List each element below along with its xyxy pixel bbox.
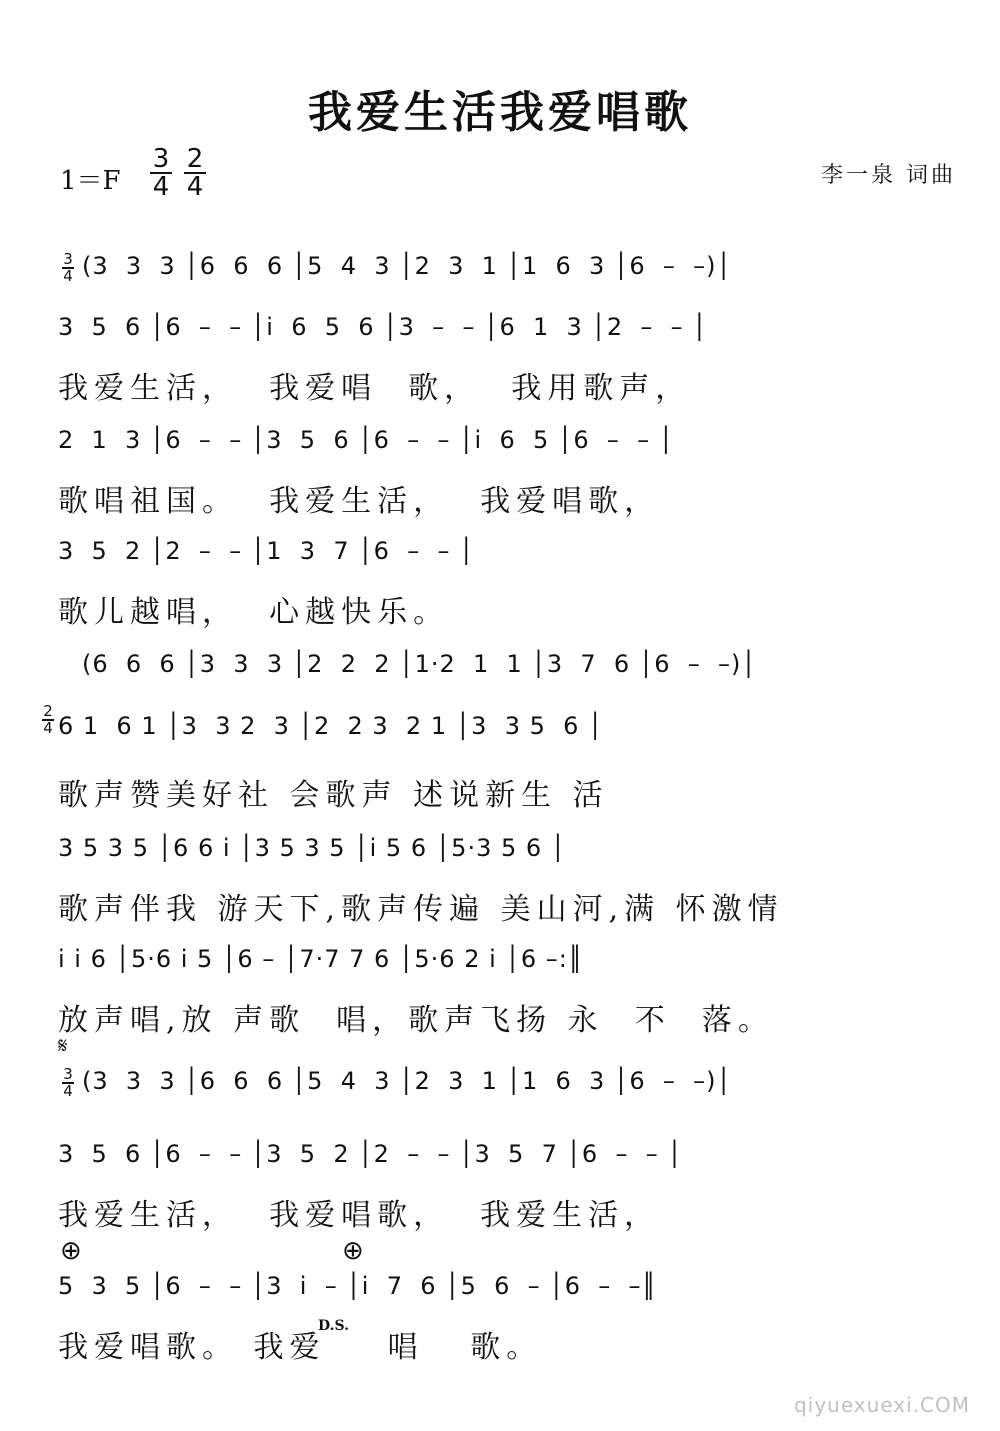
staff-line-1 bbox=[0, 252, 1000, 292]
notation-line: 3 5 6 │6 – – │3 5 2 │2 – – │3 5 7 │6 – – │ bbox=[58, 1140, 683, 1168]
lyrics-line: 歌儿越唱， 心越快乐。 bbox=[58, 595, 450, 630]
staff-line-3 bbox=[0, 426, 1000, 526]
coda-icon: ⊕ bbox=[60, 1236, 82, 1266]
staff-line-6 bbox=[0, 702, 1000, 813]
time-signature-2-4: $\frac{2}{4}$ bbox=[184, 146, 206, 200]
line-meter-3-4: $\frac{3}{4}$ bbox=[63, 250, 73, 285]
lyrics-line: 放声唱,放 声歌 唱，歌声飞扬 永 不 落。 bbox=[58, 1003, 774, 1038]
lyrics-line: 我爱生活， 我爱唱歌， 我爱生活， bbox=[58, 1198, 661, 1233]
notation-line: 5 3 5 │6 – – │3 i – │i 7 6 │5 6 – │6 – –║ bbox=[58, 1272, 657, 1300]
site-watermark: qiyuexuexi.COM bbox=[794, 1393, 970, 1417]
lyrics-line: 歌声赞美好社 会歌声 述说新生 活 bbox=[58, 778, 609, 813]
ds-marker: D.S. bbox=[318, 1318, 350, 1334]
notation-line: (3 3 3 │6 6 6 │5 4 3 │2 3 1 │1 6 3 │6 – –)│ bbox=[82, 252, 732, 280]
notation-line: i i 6 │5·6 i 5 │6 – │7·7 7 6 │5·6 2 i │6 –:║ bbox=[58, 945, 584, 973]
notation-line: 3 5 6 │6 – – │i 6 5 6 │3 – – │6 1 3 │2 – – │ bbox=[58, 313, 708, 341]
notation-line: 3 5 2 │2 – – │1 3 7 │6 – – │ bbox=[58, 537, 475, 565]
staff-line-10 bbox=[0, 1140, 1000, 1240]
line-meter-3-4: $\frac{3}{4}$ bbox=[63, 1065, 73, 1100]
segno-icon: 𝄋 bbox=[58, 1034, 68, 1059]
lyrics-line: 歌声伴我 游天下,歌声传遍 美山河,满 怀激情 bbox=[58, 892, 784, 927]
notation-line: (6 6 6 │3 3 3 │2 2 2 │1·2 1 1 │3 7 6 │6 – –)│ bbox=[82, 650, 757, 678]
author-credit: 李一泉 词曲 bbox=[821, 163, 956, 188]
notation-line: 6 1 6 1 │3 3 2 3 │2 2 3 2 1 │3 3 5 6 │ bbox=[58, 712, 604, 740]
line-meter-2-4: $\frac{2}{4}$ bbox=[43, 702, 53, 737]
coda-icon: ⊕ bbox=[342, 1236, 364, 1266]
staff-line-8 bbox=[0, 945, 1000, 1045]
song-title: 我爱生活我爱唱歌 bbox=[308, 87, 692, 138]
lyrics-line: 我爱生活， 我爱唱 歌， 我用歌声， bbox=[58, 371, 692, 406]
staff-line-7 bbox=[0, 834, 1000, 934]
notation-line: 3 5 3 5 │6 6 i │3 5 3 5 │i 5 6 │5·3 5 6 │ bbox=[58, 834, 567, 862]
notation-line: (3 3 3 │6 6 6 │5 4 3 │2 3 1 │1 6 3 │6 – –)│ bbox=[82, 1067, 732, 1095]
lyrics-line: 我爱唱歌。 我爱 唱 歌。 bbox=[58, 1330, 543, 1365]
staff-line-9 bbox=[0, 1067, 1000, 1107]
staff-line-11 bbox=[0, 1272, 1000, 1382]
key-signature: 1＝F bbox=[60, 166, 121, 196]
lyrics-line: 歌唱祖国。 我爱生活， 我爱唱歌， bbox=[58, 484, 661, 519]
staff-line-5 bbox=[0, 650, 1000, 690]
notation-line: 2 1 3 │6 – – │3 5 6 │6 – – │i 6 5 │6 – – │ bbox=[58, 426, 675, 454]
staff-line-2 bbox=[0, 313, 1000, 413]
staff-line-4 bbox=[0, 537, 1000, 637]
time-signature-3-4: $\frac{3}{4}$ bbox=[150, 146, 172, 200]
